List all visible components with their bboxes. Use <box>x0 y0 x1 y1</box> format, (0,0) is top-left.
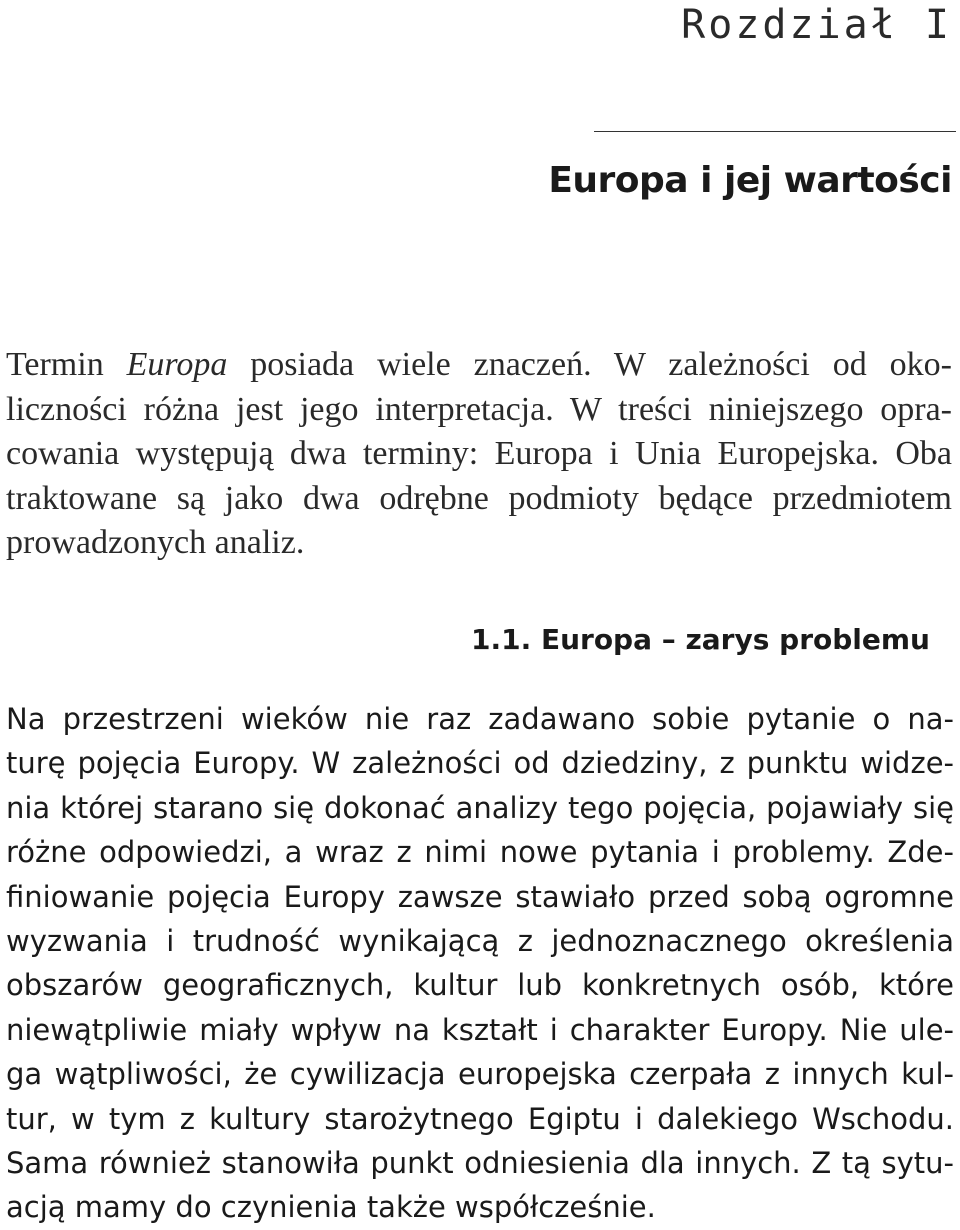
paragraph-line: acją mamy do czynienia także współcześnie. <box>6 1190 656 1225</box>
paragraph-line: Termin Europa posiada wiele znaczeń. W zależności od oko- <box>6 346 952 383</box>
paragraph-line: tur, w tym z kultury starożytnego Egiptu i dalekiego Wschodu. <box>6 1101 954 1136</box>
paragraph-line: traktowane są jako dwa odrębne podmioty będące przedmiotem <box>6 479 952 517</box>
paragraph-line: nia której starano się dokonać analizy tego pojęcia, pojawiały się <box>6 790 954 825</box>
paragraph-line: ga wątpliwości, że cywilizacja europejska czerpała z innych kul- <box>6 1057 954 1092</box>
chapter-title: Europa i jej wartości <box>548 160 952 201</box>
paragraph-line: wyzwania i trudność wynikającą z jednoznacznego określenia <box>6 924 954 959</box>
paragraph-line: niewątpliwie miały wpływ na kształt i charakter Europy. Nie ule- <box>6 1012 954 1047</box>
paragraph-line: cowania występują dwa terminy: Europa i Unia Europejska. Oba <box>6 435 952 472</box>
paragraph-line: Sama również stanowiła punkt odniesienia dla innych. Z tą sytu- <box>6 1146 954 1181</box>
section-paragraph <box>6 697 954 1230</box>
paragraph-line: Na przestrzeni wieków nie raz zadawano sobie pytanie o na- <box>6 702 954 736</box>
paragraph-line: finiowanie pojęcia Europy zawsze stawiało przed sobą ogromne <box>6 879 954 914</box>
intro-paragraph <box>6 343 952 566</box>
italic-term: Europa <box>126 346 228 383</box>
paragraph-line: turę pojęcia Europy. W zależności od dziedziny, z punktu widze- <box>6 746 954 781</box>
chapter-label: Rozdział I <box>681 2 952 48</box>
section-heading: 1.1. Europa – zarys problemu <box>470 623 930 656</box>
paragraph-line: obszarów geograficznych, kultur lub konkretnych osób, które <box>6 968 954 1003</box>
paragraph-line: prowadzonych analiz. <box>6 524 305 561</box>
paragraph-line: liczności różna jest jego interpretacja. W treści niniejszego opra- <box>6 390 952 428</box>
chapter-divider <box>594 131 956 132</box>
paragraph-line: różne odpowiedzi, a wraz z nimi nowe pytania i problemy. Zde- <box>6 835 954 870</box>
